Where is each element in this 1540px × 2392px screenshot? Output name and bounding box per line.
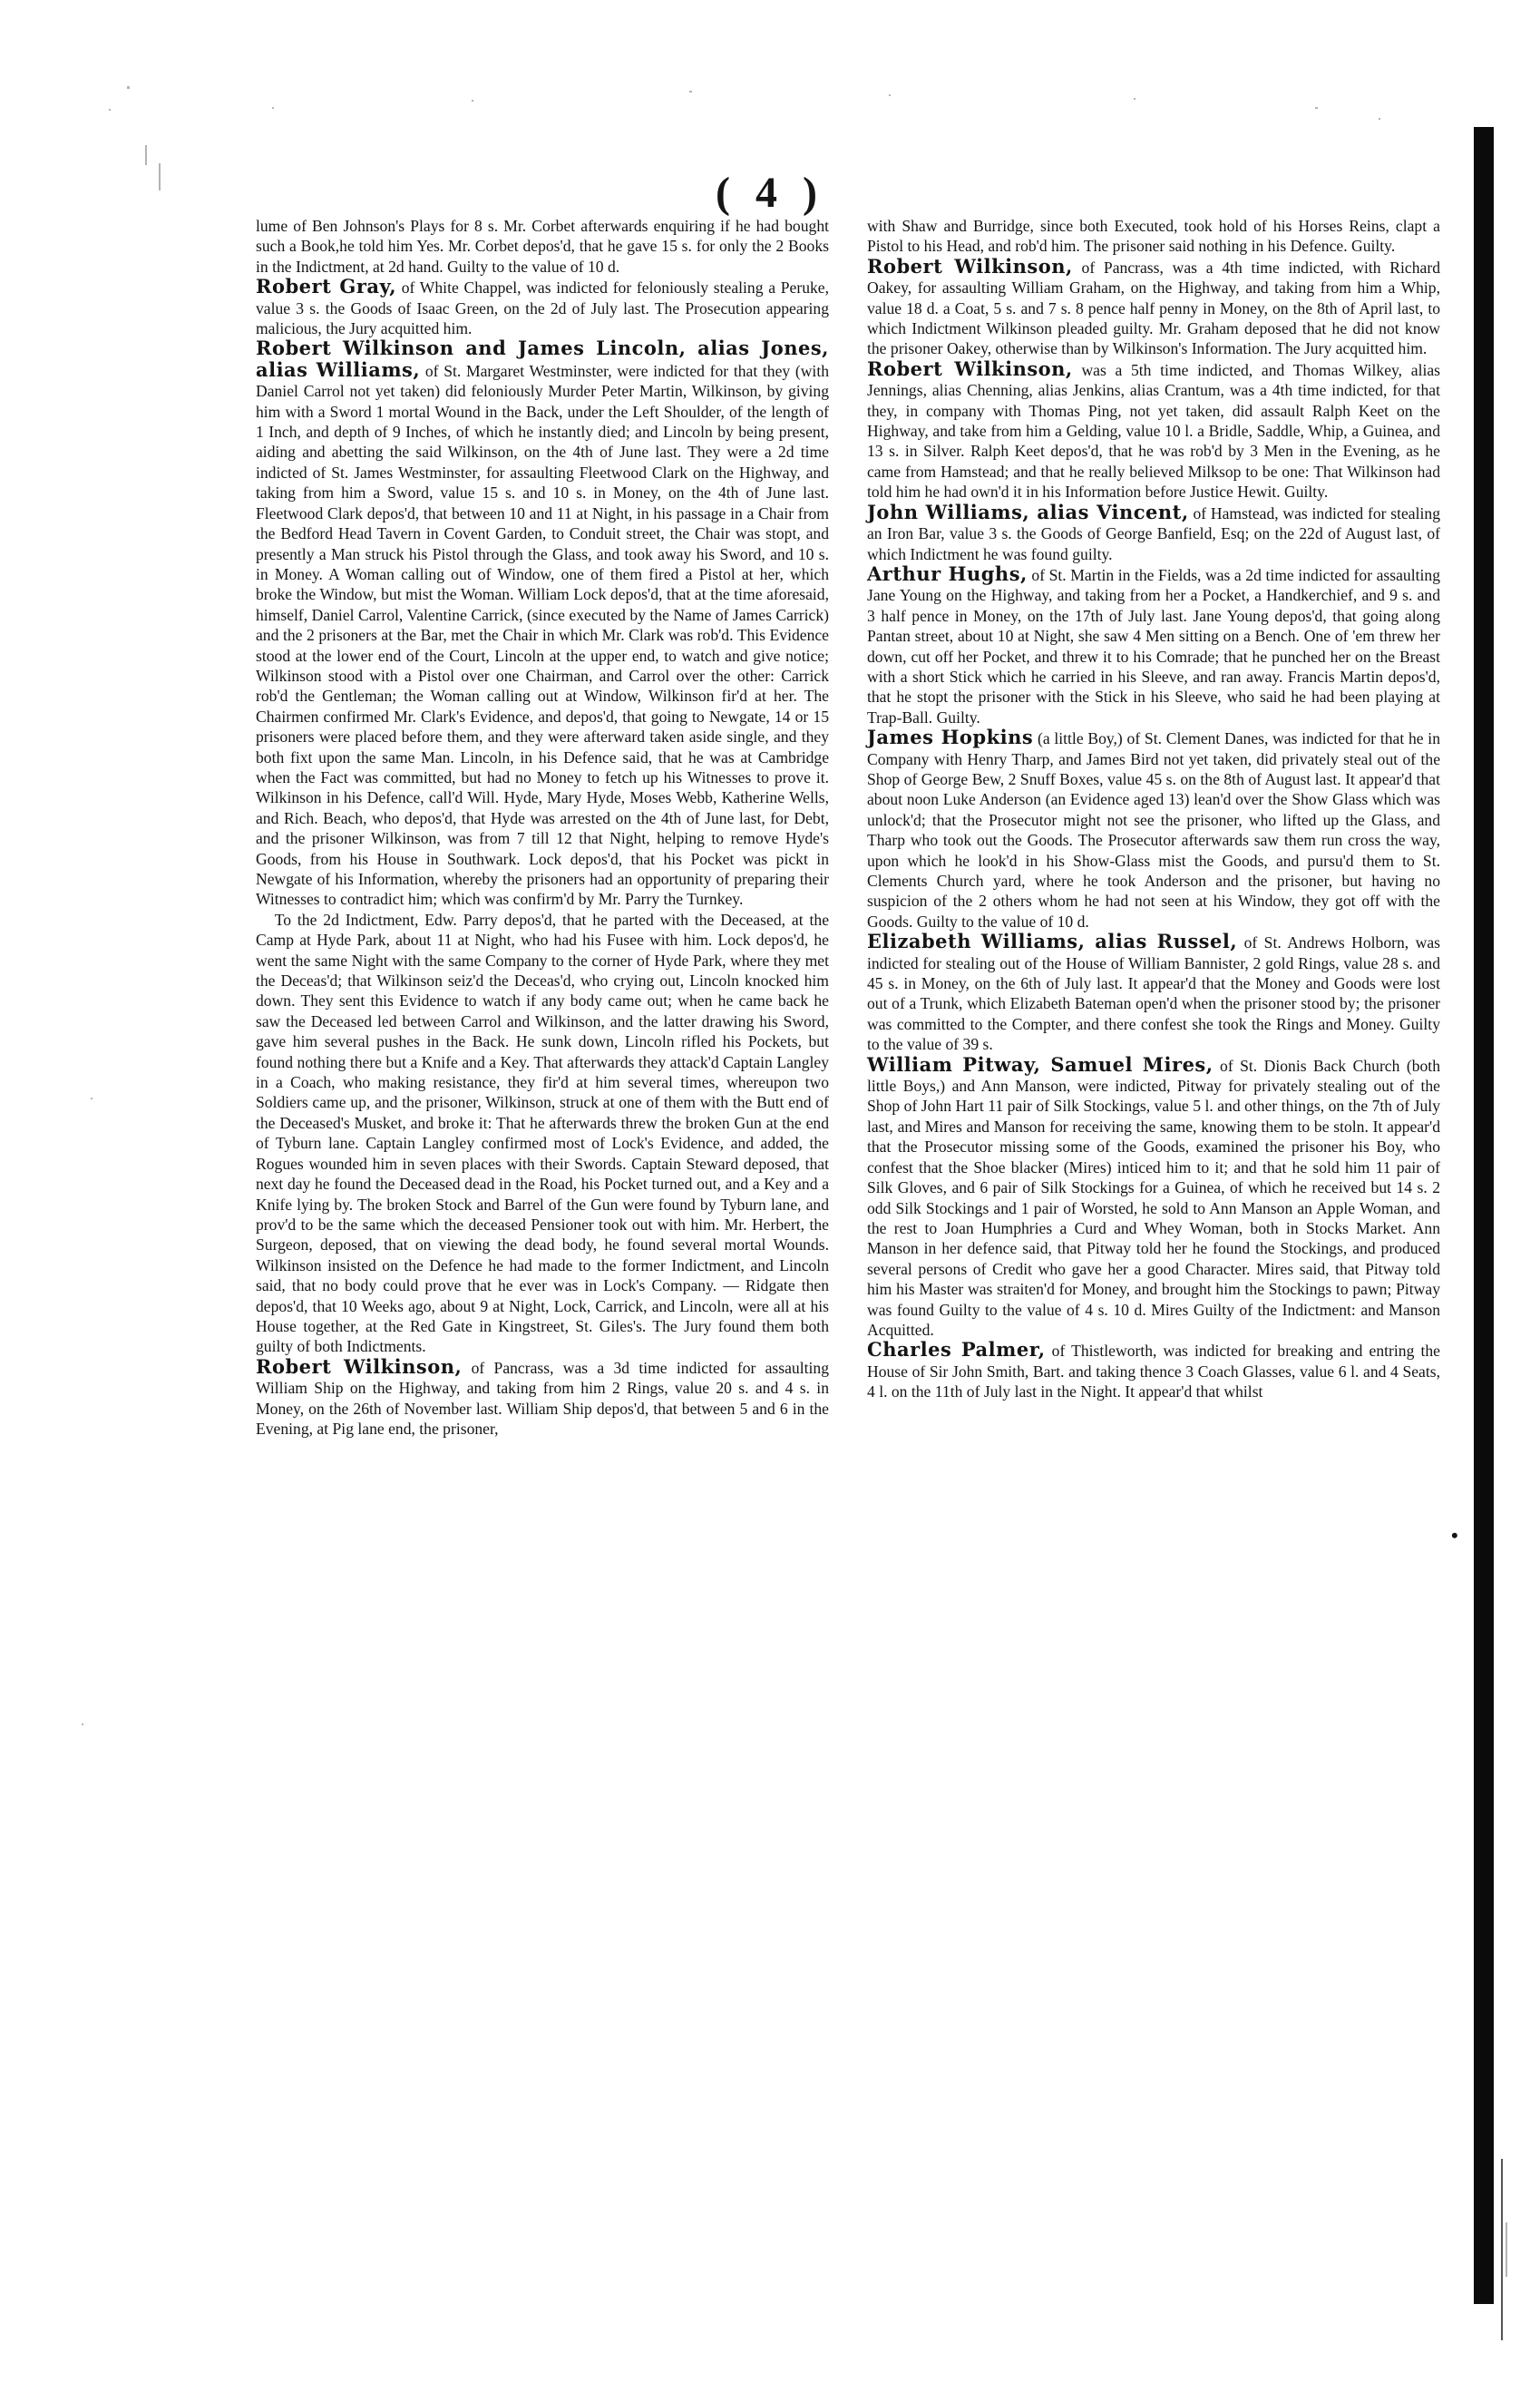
paragraph: Arthur Hughs, of St. Martin in the Fields, was a 2d time indicted for assaulting Jane Young on the Highway, and taking from her a Pocket, a Handkerchief, and 9 s. and 3 half pence in Money, on the 17th of July last. Jane Young depos'd, that going along Pantan street, about 10 at Night, she saw 4 Men sitting on a Bench. One of 'em threw her down, cut off her Pocket, and threw it to his Comrade; that he punched her on the Breast with a short Stick which he carried in his Sleeve, and ran away. Francis Martin depos'd, that he stopt the prisoner with the Stick in his Sleeve, who said he had been playing at Trap-Ball. Guilty. [867,561,1440,727]
margin-mark: • [1451,1524,1458,1547]
paragraph: Elizabeth Williams, alias Russel, of St. Andrews Holborn, was indicted for stealing out of the House of William Bannister, 2 gold Rings, value 28 s. and 45 s. in Money, on the 6th of July last. It appear'd that the Money and Goods were lost out of a Trunk, which Elizabeth Bateman open'd when the prisoner stood by; the prisoner was committed to the Compter, and there confest she took the Rings and Money. Guilty to the value of 39 s. [867,930,1440,1054]
defendant-name: Arthur Hughs, [867,561,1028,585]
paragraph: William Pitway, Samuel Mires, of St. Dionis Back Church (both little Boys,) and Ann Manson, were indicted, Pitway for privately stealing out of the Shop of John Hart 11 pair of Silk Stockings, value 5 l. and other things, on the 7th of July last, and Mires and Manson for receiving the same, knowing them to be stoln. It appear'd that the Prosecutor missing some of the Goods, examined the prisoner his Boy, who confest that the Shoe blacker (Mires) inticed him to it; and that he sold him 11 pair of Silk Gloves, and 6 pair of Silk Stockings for a Guinea, of which he received but 14 s. 2 odd Silk Stockings and 1 pair of Worsted, he sold to Ann Manson an Apple Woman, and the rest to Joan Humphries a Curd and Whey Woman, both in Stocks Market. Ann Manson in her defence said, that Pitway told her he found the Stockings, and produced several persons of Credit who gave her a good Character. Mires said, that Pitway told him his Master was straiten'd for Money, and brought him the Stockings to pawn; Pitway was found Guilty to the value of 4 s. 10 d. Mires Guilty of the Indictment: and Manson Acquitted. [867,1052,1440,1339]
paragraph: Robert Wilkinson, was a 5th time indicted, and Thomas Wilkey, alias Jennings, alias Chenning, alias Jenkins, alias Crantum, was a 4th time indicted, for that they, in company with Thomas Ping, not yet taken, did assault Ralph Keet on the Highway, and take from him a Gelding, value 10 l. a Bridle, Saddle, Whip, a Guinea, and 13 s. in Silver. Ralph Keet depos'd, that he was rob'd by 3 Men in the Evening, as he came from Hamstead; and that he really believed Milksop to be one: That Wilkinson had told him he had own'd it in his Information before Justice Hewit. Guilty. [867,356,1440,502]
scan-margin-line [1501,2159,1503,2340]
scan-margin-bar [1474,127,1494,2304]
paragraph: lume of Ben Johnson's Plays for 8 s. Mr. Corbet afterwards enquiring if he had bought such a Book,he told him Yes. Mr. Corbet depos'd, that he gave 15 s. for only the 2 Books in the Indictment, at 2d hand. Guilty to the value of 10 d. [256,217,829,276]
defendant-name: John Williams, alias Vincent, [867,500,1189,523]
paragraph: Robert Wilkinson, of Pancrass, was a 4th time indicted, with Richard Oakey, for assaulting William Graham, on the Highway, and taking from him a Whip, value 18 d. a Coat, 5 s. and 7 s. 8 pence half penny in Money, on the 8th of April last, to which Indictment Wilkinson pleaded guilty. Mr. Graham deposed that he did not know the prisoner Oakey, otherwise than by Wilkinson's Information. The Jury acquitted him. [867,254,1441,358]
paragraph: James Hopkins (a little Boy,) of St. Clement Danes, was indicted for that he in Company with Henry Tharp, and James Bird not yet taken, did privately steal out of the Shop of George Bew, 2 Snuff Boxes, value 45 s. on the 8th of August last. It appear'd that about noon Luke Anderson (an Evidence aged 13) lean'd over the Show Glass which was unlock'd; that the Prosecutor might not see the prisoner, who lifted up the Glass, and Tharp who took out the Goods. The Prosecutor afterwards saw them run cross the way, upon which he look'd in his Show-Glass mist the Goods, and pursu'd them to St. Clements Church yard, where he took Anderson and the prisoner, but having no suspicion of the 2 others whom he had not seen at his Window, they got off with the Goods. Guilty to the value of 10 d. [867,726,1440,931]
paragraph: John Williams, alias Vincent, of Hamstead, was indicted for stealing an Iron Bar, value 3 s. the Goods of George Banfield, Esq; on the 22d of August last, of which Indictment he was found guilty. [867,500,1440,563]
right-column [867,216,1440,1402]
defendant-name: William Pitway, Samuel Mires, [867,1052,1213,1076]
paragraph: Robert Gray, of White Chappel, was indicted for feloniously stealing a Peruke, value 3 s. the Goods of Isaac Green, on the 2d of July last. The Prosecution appearing malicious, the Jury acquitted him. [256,275,830,338]
paragraph: Robert Wilkinson and James Lincoln, alias Jones, alias Williams, of St. Margaret Westminster, were indicted for that they (with Daniel Carrol not yet taken) did feloniously Murder Peter Martin, Wilkinson, by giving him with a Sword 1 mortal Wound in the Back, under the Left Shoulder, of the length of 1 Inch, and depth of 9 Inches, of which he instantly died; and Lincoln by being present, aiding and abetting the said Wilkinson, on the 4th of June last. They were a 2d time indicted of St. James Westminster, for assaulting Fleetwood Clark on the Highway, and taking from him a Sword, value 15 s. and 10 s. in Money, on the 4th of June last. Fleetwood Clark depos'd, that between 10 and 11 at Night, in his passage in a Chair from the Bedford Head Tavern in Covent Garden, to Conduit street, the Chair was stopt, and presently a Man struck his Pistol through the Glass, and took away his Sword, and 10 s. in Money. A Woman calling out of Window, one of them fired a Pistol at her, which broke the Window, but mist the Woman. William Lock depos'd, that at the time aforesaid, himself, Daniel Carrol, Valentine Carrick, (since executed by the Name of James Carrick) and the 2 prisoners at the Bar, met the Chair in which Mr. Clark was rob'd. This Evidence stood at the lower end of the Court, Lincoln at the upper end, to watch and give notice; Wilkinson stood with a Pistol over one Chairman, and Carrol over the other: Carrick rob'd the Gentleman; the Woman calling out at Window, Wilkinson fir'd at her. The Chairmen confirmed Mr. Clark's Evidence, and depos'd, that going to Newgate, 14 or 15 prisoners were placed before them, and they were afterward taken aside single, and they both fixt upon the same Man. Lincoln, in his Defence said, that he was at Cambridge when the Fact was committed, but had no Money to fetch up his Witnesses to prove it. Wilkinson in his Defence, call'd Will. Hyde, Mary Hyde, Moses Webb, Katherine Wells, and Rich. Beach, who depos'd, that Hyde was arrested on the 4th of June last, for Debt, and the prisoner Wilkinson, was from 7 till 12 that Night, helping to remove Hyde's Goods, from his House in Southwark. Lock depos'd, that his Pocket was pickt in Newgate of his Information, whereby the prisoners had an opportunity of preparing their Witnesses to contradict him; which was confirm'd by Mr. Parry the Turnkey. [256,337,830,909]
paragraph: with Shaw and Burridge, since both Executed, took hold of his Horses Reins, clapt a Pistol to his Head, and rob'd him. The prisoner said nothing in his Defence. Guilty. [867,217,1440,256]
defendant-name: Elizabeth Williams, alias Russel, [867,930,1238,953]
page-number: ( 4 ) [716,169,824,217]
paragraph: Robert Wilkinson, of Pancrass, was a 3d time indicted for assaulting William Ship on the Highway, and taking from him 2 Rings, value 20 s. and 4 s. in Money, on the 26th of November last. William Ship depos'd, that between 5 and 6 in the Evening, at Pig lane end, the prisoner, [256,1354,829,1438]
defendant-name: Robert Wilkinson and James Lincoln, alias Jones, alias Williams, [256,337,829,381]
paragraph: To the 2d Indictment, Edw. Parry depos'd, that he parted with the Deceased, at the Camp at Hyde Park, about 11 at Night, who had his Fusee with him. Lock depos'd, he went the same Night with the same Company to the corner of Hyde Park, where they met the Deceas'd; that Wilkinson seiz'd the Deceas'd, who crying out, Lincoln knocked him down. They sent this Evidence to watch if any body came out; when he came back he saw the Deceased led between Carrol and Wilkinson, and the latter drawing his Sword, gave him several pushes in the Back. He sunk down, Lincoln rifled his Pockets, but found nothing there but a Knife and a Key. That afterwards they attack'd Captain Langley in a Coach, who making resistance, they fir'd at him several times, whereupon two Soldiers came up, and the prisoner, Wilkinson, struck at one of them with the Butt end of the Deceased's Musket, and broke it: That he afterwards threw the broken Gun at the end of Tyburn lane. Captain Langley confirmed most of Lock's Evidence, and added, the Rogues wounded him in seven places with their Swords. Captain Steward deposed, that next day he found the Deceased dead in the Road, his Pocket turned out, and a Key and a Knife lying by. The broken Stock and Barrel of the Gun were found by Tyburn lane, and prov'd to be the same which the deceased Pensioner took out with him. Mr. Herbert, the Surgeon, deposed, that on viewing the dead body, he found several mortal Wounds. Wilkinson insisted on the Defence he had made to the former Indictment, and Lincoln said, that no body could prove that he ever was in Lock's Company. — Ridgate then depos'd, that 10 Weeks ago, about 9 at Night, Lock, Carrick, and Lincoln, were all at his House together, at the Red Gate in Kingstreet, St. Giles's. The Jury found them both guilty of both Indictments. [256,910,830,1356]
defendant-name: Robert Wilkinson, [256,1354,463,1378]
left-column [256,216,829,1439]
paragraph: Charles Palmer, of Thistleworth, was indicted for breaking and entring the House of Sir John Smith, Bart. and taking thence 3 Coach Glasses, value 6 l. and 4 Seats, 4 l. on the 11th of July last in the Night. It appear'd that whilst [867,1338,1440,1401]
defendant-name: Robert Wilkinson, [867,356,1073,380]
defendant-name: Charles Palmer, [867,1338,1046,1362]
defendant-name: James Hopkins [867,726,1034,749]
defendant-name: Robert Gray, [256,275,397,298]
defendant-name: Robert Wilkinson, [867,254,1073,278]
